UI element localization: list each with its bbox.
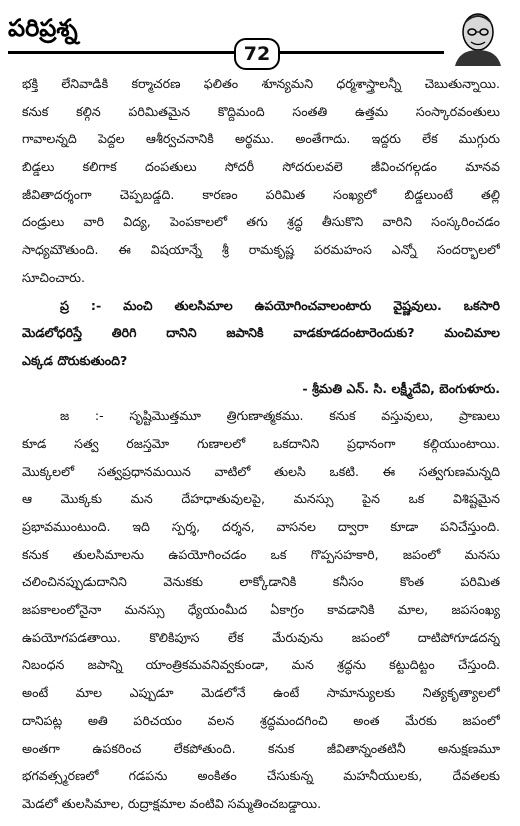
answer-block [22, 402, 500, 817]
text-line: భక్తి లేనివాడికి కర్మాచరణ ఫలితం శూన్యమని ధర్మశాస్త్రాలన్నీ చెబుతున్నాయి. [22, 76, 500, 91]
answer-line: కూడ సత్వ రజస్తమో గుణాలలో ఒకదానిని ప్రధానంగా కల్గియుంటాయి. [22, 435, 500, 451]
text-line: సూచించారు. [22, 269, 86, 285]
questioner-signature: - శ్రీమతి ఎన్. సి. లక్ష్మీదేవి, బెంగుళూరు. [302, 380, 500, 396]
page-number: 72 [234, 38, 280, 70]
portrait-icon [449, 6, 507, 66]
article-body [22, 70, 500, 818]
header-rule [8, 51, 444, 54]
answer-line: జపకాలంలోనైనా మనస్సు ధ్యేయంమీద ఏకాగ్రం కావడానికి మాల, జపసంఖ్య [22, 602, 500, 618]
answer-line: మెడలో తులసిమాల, రుద్రాక్షమాల వంటివి సమ్మతించబడ్డాయి. [22, 795, 322, 811]
text-line: గావాలన్నది పెద్దల ఆశీర్వచనానికి అర్థము. అంతేగాదు. ఇద్దరు లేక ముగ్గురు [22, 131, 500, 147]
answer-line: ఆ మొక్కకు మన దేహధాతువులపై, మనస్సు పైన ఒక విశిష్టమైన [22, 491, 500, 507]
text-line: దండ్రులు వారి విద్య, పెంపకాలలో తగు శ్రద్ధ తీసుకొని వారిని సంస్కరించడం [22, 214, 500, 230]
question-line: మెడలోధరిస్తే తిరిగి దానిని జపానికి వాడకూడదంటారెందుకు? మంచిమాల [22, 325, 500, 341]
answer-line: భగవత్స్మరణలో గడపను అంకితం చేసుకున్న మహనీయులకు, దేవతలకు [22, 768, 500, 784]
paragraph-intro [22, 70, 500, 292]
answer-line: మొక్కలలో సత్వప్రధానమయిన వాటిలో తులసి ఒకటి. ఈ సత్వగుణమన్నది [22, 463, 500, 479]
answer-line: అంటే మాల ఎప్పుడూ మెడలోనే ఉంటే సామాన్యులకు నిత్యకృత్యాలలో [22, 685, 500, 701]
question-block [22, 292, 500, 375]
text-line: సాధ్యమౌతుంది. ఈ విషయాన్నే శ్రీ రామకృష్ణ పరమహంస ఎన్నో సందర్భాలలో [22, 242, 500, 258]
answer-line: అంతగా ఉపకరించ లేకపోతుంది. కనుక జీవితాన్నంతటినీ అనుక్షణమూ [22, 740, 500, 756]
text-line: జీవితాదర్శంగా చెప్పబడ్డది. కారణం పరిమిత సంఖ్యలో బిడ్డలుంటే తల్లి [22, 186, 500, 202]
page-header [0, 0, 520, 66]
answer-line: కనుక తులసిమాలను ఉపయోగించడం ఒక గొప్పసహకారి, జపంలో మనసు [22, 546, 500, 562]
masthead-title: పరిప్రశ్న [8, 14, 78, 42]
answer-line: ఉపయోగపడతాయి. కొలికిపూస లేక మేరువును జపంలో దాటిపోగూడదన్న [22, 629, 500, 645]
answer-line: నిబంధన జపాన్ని యాంత్రికమవనివ్వకుండా, మన శ్రద్ధను కట్టుదిట్టం చేస్తుంది. [22, 657, 500, 673]
text-line: బిడ్డలు కలిగాక దంపతులు సోదరీ సోదరులవలె జీవించగల్గడం మానవ [22, 159, 500, 175]
answer-line: జ :- సృష్టిమొత్తమూ త్రిగుణాత్మకము. కనుక వస్తువులు, ప్రాణులు [60, 408, 500, 424]
answer-line: దానిపట్ల అతి పరిచయం వలన శ్రద్ధమందగించి అంత మేరకు జపంలో [22, 712, 500, 728]
question-line: ప్ర :- మంచి తులసిమాల ఉపయోగించవాలంటారు వైష్ణవులు. ఒకసారి [60, 297, 500, 313]
answer-line: చలించినప్పుడుదానిని వెనుకకు లాక్కోడానికి కనీసం కొంత పరిమిత [22, 574, 500, 590]
text-line: కనుక కల్గిన పరిమితమైన కొద్దిమంది సంతతి ఉత్తమ సంస్కారవంతులు [22, 103, 500, 119]
answer-line: ప్రభావముంటుంది. ఇది స్పర్శ, దర్శన, వాసనల ద్వారా కూడా పనిచేస్తుంది. [22, 519, 500, 534]
question-line: ఎక్కడ దొరుకుతుంది? [22, 352, 128, 368]
